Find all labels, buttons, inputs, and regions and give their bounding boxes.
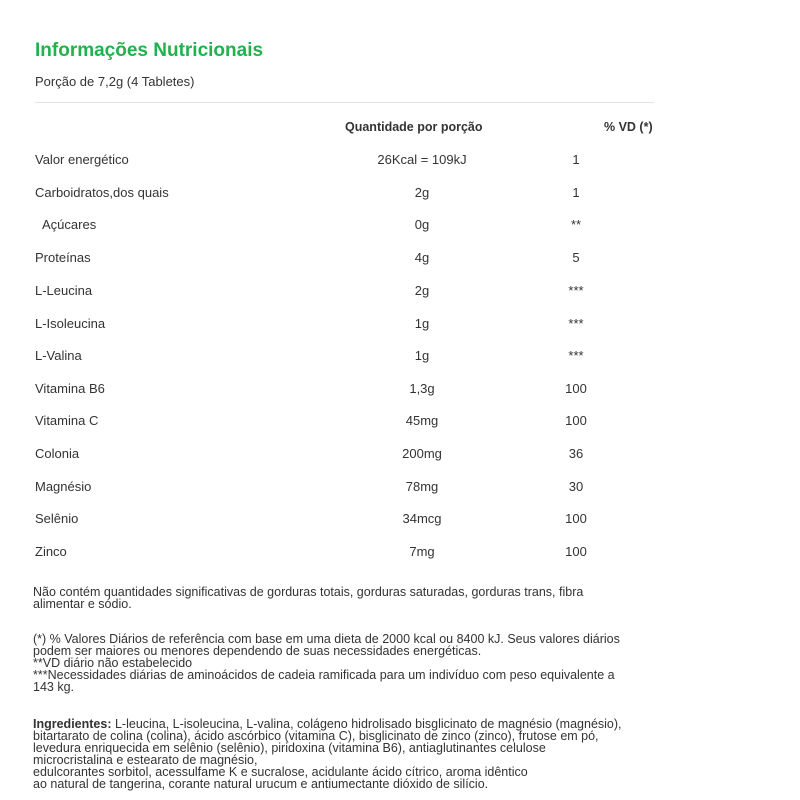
note-line: Não contém quantidades significativas de gorduras totais, gorduras saturadas, gorduras trans, fibra [33,585,584,599]
nutrient-daily-value: 5 [572,250,580,265]
footnotes [33,633,673,693]
nutrient-daily-value: ** [570,217,582,232]
ingredients-text: L-leucina, L-isoleucina, L-valina, colágeno hidrolisado bisglicinato de magnésio (magnésio), [111,717,622,731]
table-row [0,544,800,564]
nutrient-name: L-Valina [35,348,82,363]
nutrient-daily-value: 30 [568,479,584,494]
nutrient-name: L-Leucina [35,283,93,298]
ingredients-line: ao natural de tangerina, corante natural urucum e antiumectante dióxido de silício. [33,777,489,791]
divider [35,102,654,103]
nutrient-daily-value: 1 [572,152,580,167]
nutrient-quantity: 1g [414,348,430,363]
footnote-line: ***Necessidades diárias de aminoácidos de cadeia ramificada para um indivíduo com peso equivalente a [33,668,615,682]
ingredients-line: bitartarato de colina (colina), ácido ascórbico (vitamina C), bisglicinato de zinco (zinco), frutose em pó, [33,729,599,743]
table-row [0,479,800,499]
column-header-daily-value: % VD (*) [604,120,653,134]
table-row [0,152,800,172]
ingredients-line: microcristalina e estearato de magnésio, [33,753,258,767]
not-significant-note [33,586,673,610]
footnote-line: podem ser maiores ou menores dependendo de suas necessidades energéticas. [33,644,482,658]
ingredients-label: Ingredientes: [33,717,112,731]
nutrient-name: Vitamina C [35,413,99,428]
nutrient-quantity: 1g [414,316,430,331]
table-row [0,316,800,336]
nutrient-daily-value: 100 [565,511,587,526]
table-row [0,348,800,368]
page-title: Informações Nutricionais [35,40,264,61]
table-row [0,283,800,303]
nutrient-quantity: 200mg [402,446,442,461]
table-row [0,446,800,466]
nutrient-daily-value: *** [568,348,584,363]
footnote-line: **VD diário não estabelecido [33,656,193,670]
serving-size: Porção de 7,2g (4 Tabletes) [35,74,195,89]
nutrient-quantity: 4g [414,250,430,265]
note-line: alimentar e sódio. [33,597,132,611]
nutrient-name: Vitamina B6 [35,381,105,396]
nutrient-quantity: 45mg [405,413,439,428]
nutrient-name: Colonia [35,446,80,461]
nutrient-daily-value: 36 [568,446,584,461]
table-row [0,185,800,205]
nutrient-daily-value: 100 [565,381,587,396]
nutrient-name: Zinco [35,544,67,559]
nutrient-name: Açúcares [42,217,97,232]
nutrient-quantity: 2g [414,283,430,298]
ingredients [33,718,673,790]
nutrient-quantity: 7mg [409,544,435,559]
nutrient-quantity: 0g [414,217,430,232]
nutrient-quantity: 1,3g [409,381,435,396]
nutrient-name: Magnésio [35,479,92,494]
nutrient-quantity: 26Kcal = 109kJ [377,152,467,167]
table-row [0,381,800,401]
table-row [0,250,800,270]
nutrient-name: Valor energético [35,152,129,167]
nutrient-daily-value: 1 [572,185,580,200]
nutrient-daily-value: 100 [565,413,587,428]
nutrient-quantity: 78mg [405,479,439,494]
table-row [0,511,800,531]
ingredients-line: edulcorantes sorbitol, acessulfame K e sucralose, acidulante ácido cítrico, aroma idêntico [33,765,528,779]
nutrient-daily-value: 100 [565,544,587,559]
table-row [0,217,800,237]
footnote-line: (*) % Valores Diários de referência com base em uma dieta de 2000 kcal ou 8400 kJ. Seus valores diários [33,632,620,646]
nutrient-name: Carboidratos,dos quais [35,185,169,200]
nutrient-quantity: 2g [414,185,430,200]
nutrient-daily-value: *** [568,283,584,298]
nutrient-name: L-Isoleucina [35,316,106,331]
nutrient-name: Selênio [35,511,79,526]
nutrient-name: Proteínas [35,250,91,265]
column-header-quantity: Quantidade por porção [345,120,483,134]
footnote-line: 143 kg. [33,680,75,694]
nutrient-quantity: 34mcg [402,511,442,526]
nutrient-daily-value: *** [568,316,584,331]
ingredients-line: levedura enriquecida em selênio (selênio), piridoxina (vitamina B6), antiaglutinantes celulose [33,741,546,755]
table-row [0,413,800,433]
